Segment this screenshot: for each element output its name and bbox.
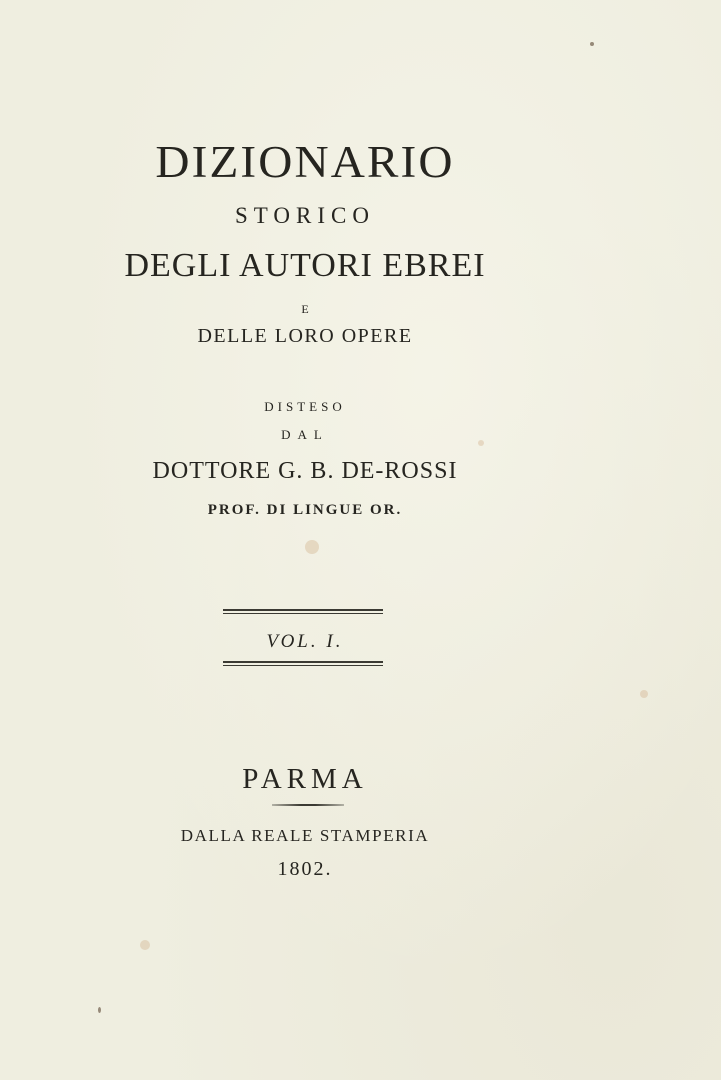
disteso-text: DISTESO (264, 399, 346, 414)
conjunction: E (301, 302, 309, 316)
volume-label: VOL. I. (266, 631, 344, 652)
publisher: DALLA REALE STAMPERIA (180, 826, 430, 845)
book-title: DIZIONARIO (155, 137, 455, 187)
double-rule-bottom (223, 661, 383, 666)
author-title: PROF. DI LINGUE OR. (207, 502, 403, 518)
publication-year: 1802. (277, 858, 333, 880)
double-rule-top (223, 609, 383, 614)
foxing-spot (98, 1007, 101, 1013)
city: PARMA (242, 763, 368, 795)
foxing-spot (590, 42, 594, 46)
subtitle-opere: DELLE LORO OPERE (197, 325, 413, 347)
author-name: DOTTORE G. B. DE-ROSSI (152, 458, 458, 484)
short-rule (272, 804, 344, 806)
subtitle-storico: STORICO (235, 203, 375, 228)
foxing-spot (305, 540, 319, 554)
dal-text: DAL (281, 427, 329, 442)
foxing-spot (640, 690, 648, 698)
subtitle-autori: DEGLI AUTORI EBREI (124, 247, 486, 284)
foxing-spot (140, 940, 150, 950)
